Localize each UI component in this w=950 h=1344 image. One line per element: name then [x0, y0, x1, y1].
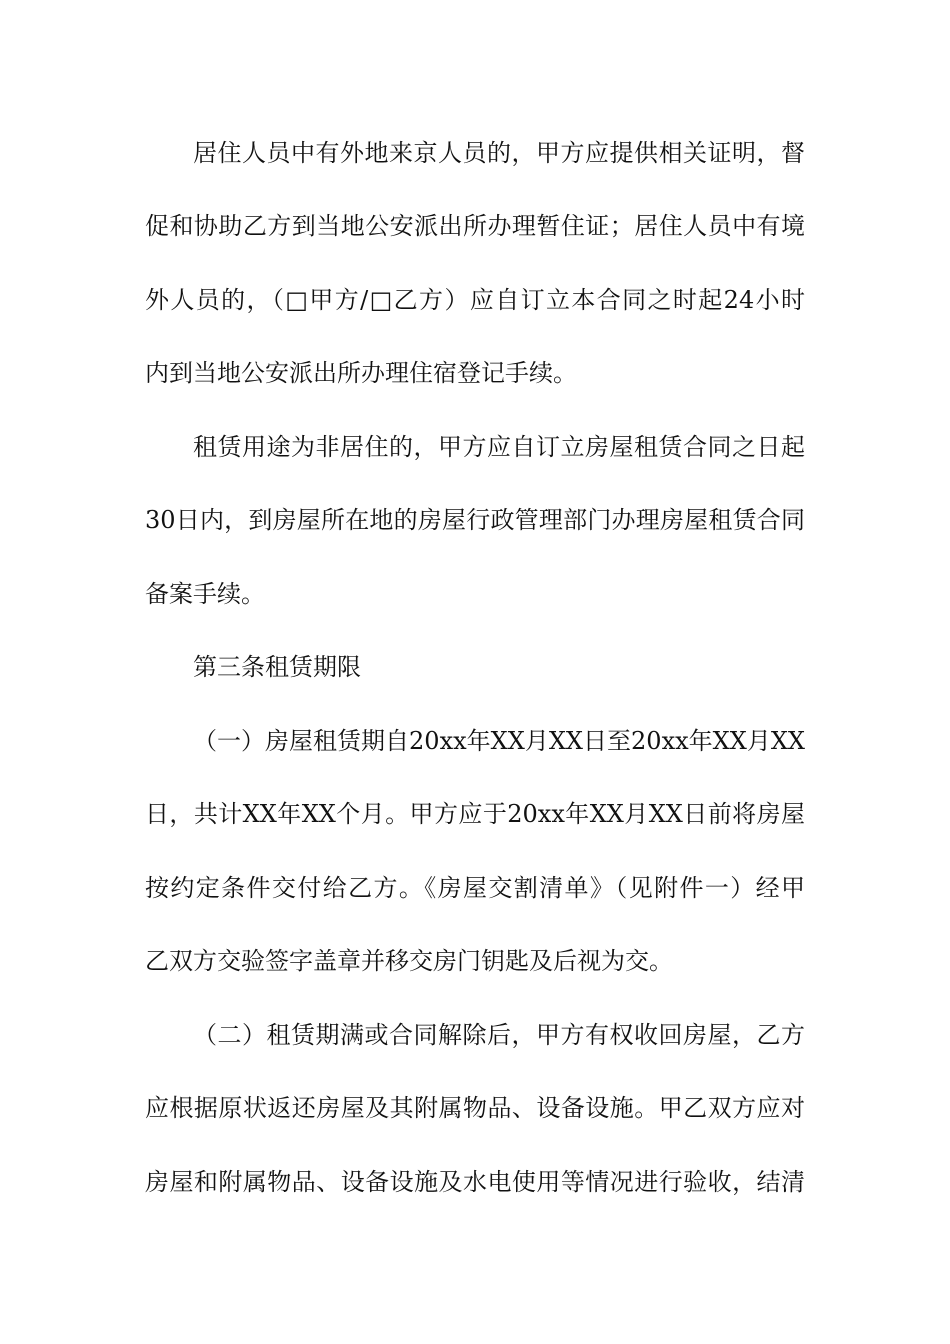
- clause-1-line-2: 日，共计XX年XX个月。甲方应于20xx年XX月XX日前将房屋: [145, 800, 805, 828]
- paragraph-1-line-1: 居住人员中有外地来京人员的，甲方应提供相关证明，督: [193, 139, 805, 167]
- clause-1-line-4: 乙双方交验签字盖章并移交房门钥匙及后视为交。: [145, 947, 673, 975]
- clause-1-line-1: （一）房屋租赁期自20xx年XX月XX日至20xx年XX月XX: [193, 727, 805, 755]
- paragraph-1-line-4: 内到当地公安派出所办理住宿登记手续。: [145, 359, 577, 387]
- paragraph-1-line-2: 促和协助乙方到当地公安派出所办理暂住证；居住人员中有境: [145, 212, 805, 240]
- clause-2-line-1: （二）租赁期满或合同解除后，甲方有权收回房屋，乙方: [193, 1021, 805, 1049]
- paragraph-1-line-3: 外人员的，（□甲方/□乙方）应自订立本合同之时起24小时: [145, 286, 805, 314]
- article-heading: 第三条租赁期限: [193, 653, 361, 681]
- paragraph-2-line-3: 备案手续。: [145, 580, 265, 608]
- clause-1-line-3: 按约定条件交付给乙方。《房屋交割清单》（见附件一）经甲: [145, 874, 805, 902]
- clause-2-line-3: 房屋和附属物品、设备设施及水电使用等情况进行验收，结清: [145, 1168, 805, 1196]
- paragraph-2-line-1: 租赁用途为非居住的，甲方应自订立房屋租赁合同之日起: [193, 433, 805, 461]
- paragraph-2-line-2: 30日内，到房屋所在地的房屋行政管理部门办理房屋租赁合同: [145, 506, 805, 534]
- clause-2-line-2: 应根据原状返还房屋及其附属物品、设备设施。甲乙双方应对: [145, 1094, 805, 1122]
